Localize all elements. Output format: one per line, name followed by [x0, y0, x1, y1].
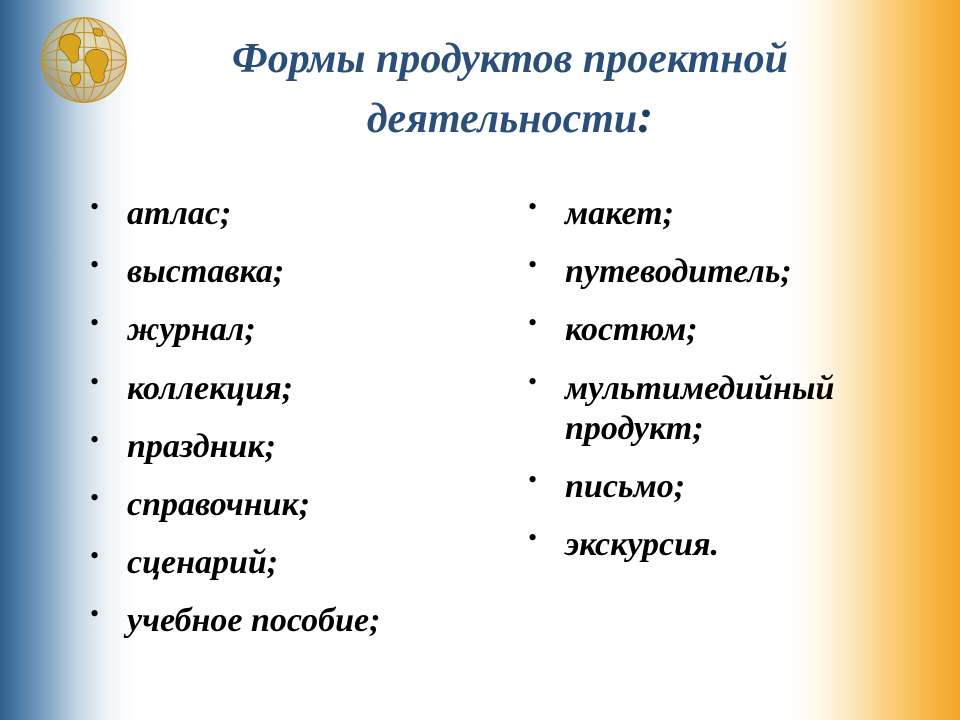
- title-colon: :: [637, 90, 654, 143]
- list-item: [528, 252, 928, 292]
- list-item-text: путеводитель;: [565, 253, 792, 291]
- bullet-icon: •: [90, 482, 100, 512]
- globe-icon: [38, 14, 130, 106]
- list-item-text: коллекция;: [127, 369, 293, 407]
- list-item: [528, 310, 928, 350]
- list-item: [90, 310, 490, 350]
- list-item: [90, 424, 490, 467]
- bullet-icon: •: [90, 250, 100, 280]
- title-line-1: Формы продуктов проектной: [232, 36, 788, 82]
- list-item: [528, 366, 928, 449]
- list-item: [90, 194, 490, 234]
- list-item: [90, 543, 490, 583]
- list-item-text: учебное пособие;: [127, 602, 381, 640]
- bullet-icon: •: [90, 424, 100, 454]
- list-item-text: журнал;: [127, 311, 256, 349]
- products-list-right: [528, 194, 928, 583]
- title-line-2-text: деятельности: [366, 96, 638, 142]
- list-item: [528, 522, 928, 565]
- list-item-text: атлас;: [127, 195, 232, 232]
- bullet-icon: •: [528, 464, 538, 494]
- bullet-icon: •: [90, 366, 100, 396]
- list-item: [90, 601, 490, 641]
- list-item-text: макет;: [565, 195, 674, 232]
- list-item-text: костюм;: [565, 311, 698, 349]
- list-item: [90, 252, 490, 292]
- bullet-icon: •: [528, 192, 538, 221]
- list-item-text: праздник;: [127, 427, 276, 465]
- list-item: [90, 366, 490, 409]
- bullet-icon: •: [528, 366, 538, 396]
- bullet-icon: •: [90, 192, 100, 221]
- list-item-text: справочник;: [127, 485, 311, 523]
- bullet-icon: •: [90, 541, 100, 571]
- list-item-text: выставка;: [127, 253, 285, 291]
- bullet-icon: •: [90, 599, 100, 629]
- page-title: [130, 30, 890, 148]
- list-item: [90, 482, 490, 525]
- list-item-text: мультимедийный продукт;: [565, 369, 835, 447]
- bullet-icon: •: [528, 522, 538, 552]
- list-item: [528, 194, 928, 234]
- list-item-text: сценарий;: [127, 544, 279, 582]
- list-item-text: экскурсия.: [565, 525, 720, 563]
- bullet-icon: •: [528, 308, 538, 338]
- list-item-text: письмо;: [565, 467, 686, 505]
- bullet-icon: •: [528, 250, 538, 280]
- bullet-icon: •: [90, 308, 100, 338]
- list-item: [528, 464, 928, 507]
- products-list-left: [90, 194, 490, 660]
- title-line-2: [130, 88, 890, 148]
